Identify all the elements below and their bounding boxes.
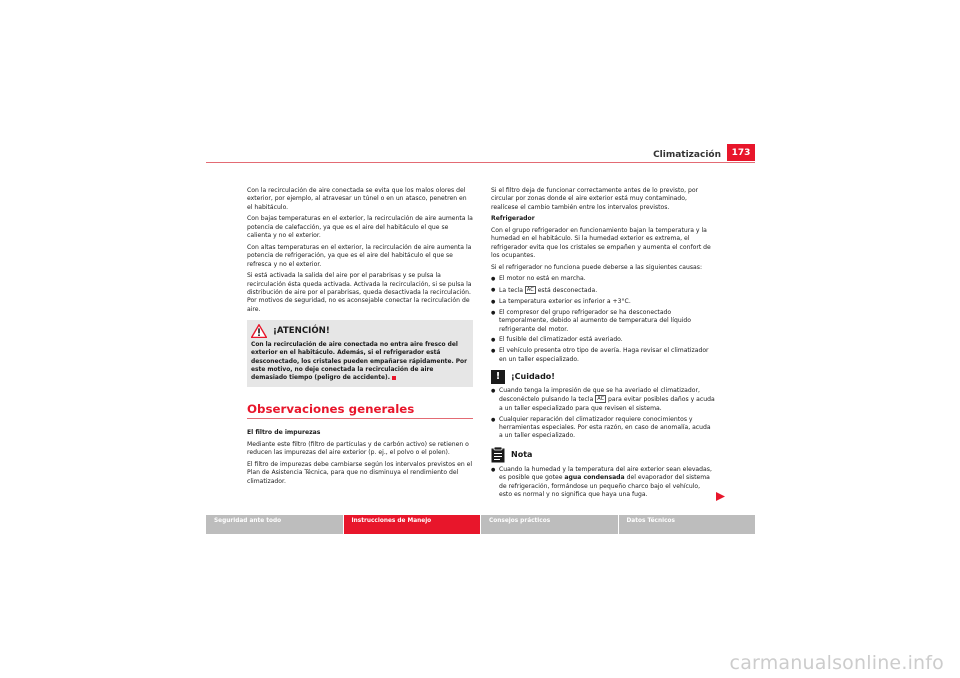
caution-header [491, 370, 715, 384]
list-item [491, 286, 715, 295]
list-item-text: para evitar posibles daños y acuda a un taller especializado para que revisen el sistema. [499, 396, 715, 412]
refrigerator-heading: Refrigerador [491, 215, 535, 223]
next-page-arrow-icon[interactable] [716, 492, 725, 501]
paragraph: Mediante este filtro (filtro de partículas y de carbón activo) se retienen o reducen las impurezas del aire exterior (p. ej., el polvo o el polen). [247, 440, 469, 457]
section-title: Observaciones generales [247, 402, 415, 417]
footer-nav [206, 515, 755, 534]
paragraph: El filtro de impurezas debe cambiarse según los intervalos previstos en el Plan de Asistencia Técnica, para que no disminuya el rendimiento del climatizador. [247, 460, 473, 485]
caution-title: ¡Cuidado! [511, 371, 555, 381]
paragraph: Con altas temperaturas en el exterior, la recirculación de aire aumenta la potencia de refrigeración, ya que es el aire del habitáculo el que se refresca y no el exterior. [247, 243, 472, 268]
ac-key-label: AC [526, 287, 534, 294]
list-item-text: del evaporador del sistema de refrigeración, formándose un pequeño charco bajo el vehículo, esto es normal y no significa que haya una fuga. [499, 474, 710, 499]
left-column [247, 187, 473, 489]
page-header [206, 148, 755, 162]
list-item: ● El fusible del climatizador está averiado. [491, 336, 715, 344]
paragraph: Si el filtro deja de funcionar correctamente antes de lo previsto, por circular por zonas donde el aire exterior está muy contaminado, realícese el cambio también entre los intervalos previstos. [491, 187, 699, 211]
tab-seguridad[interactable]: Seguridad ante todo [206, 515, 343, 534]
page-number: 173 [727, 144, 755, 161]
warning-body-text: Con la recirculación de aire conectada no entra aire fresco del exterior en el habitáculo. Además, si el refrigerador está desconectado, los cristales pueden empañarse rápidamente. Por este motivo, no deje conectada la recirculación de aire demasiado tiempo (peligro de accidente). [251, 342, 468, 382]
paragraph: Si el refrigerador no funciona puede deberse a las siguientes causas: [491, 263, 703, 271]
emphasis-text: agua condensada [564, 474, 625, 482]
list-item: ● El motor no está en marcha. [491, 275, 715, 283]
list-item: ● La temperatura exterior es inferior a +3°C. [491, 298, 715, 306]
note-title: Nota [511, 449, 533, 459]
header-divider [206, 162, 755, 163]
warning-title: ¡ATENCIÓN! [273, 326, 330, 337]
list-item: ● Cualquier reparación del climatizador requiere conocimientos y herramientas especiales. Por esta razón, en caso de anomalía, acuda a un taller especializado. [491, 416, 715, 441]
warning-triangle-icon [251, 324, 267, 338]
end-of-section-icon [392, 376, 396, 380]
chapter-title: Climatización [653, 150, 721, 160]
warning-header [251, 324, 469, 338]
note-header [491, 447, 715, 463]
note-icon [491, 447, 505, 463]
list-item [491, 466, 715, 500]
exclamation-icon: ! [491, 370, 505, 384]
list-item-text: Cuando tenga la impresión de que se ha averiado el climatizador, desconéctelo pulsando la tecla [499, 387, 700, 404]
tab-consejos[interactable]: Consejos prácticos [481, 515, 618, 534]
tab-instrucciones[interactable]: Instrucciones de Manejo [344, 515, 481, 534]
paragraph: Con el grupo refrigerador en funcionamiento bajan la temperatura y la humedad en el habitáculo. Si la humedad exterior es extrema, el refrigerador evita que los cristales se empañen y aumenta el confort de los ocupantes. [491, 227, 711, 260]
list-item-text: está desconectada. [537, 287, 598, 295]
paragraph: Con la recirculación de aire conectada se evita que los malos olores del exterior, por ejemplo, al atravesar un túnel o en un atasco, penetren en el habitáculo. [247, 187, 467, 211]
list-item-text: Cuando la humedad y la temperatura del aire exterior sean elevadas, es posible que gotee [499, 465, 712, 482]
ac-key-label: AC [597, 396, 605, 403]
right-column [491, 187, 715, 502]
list-item: ● El compresor del grupo refrigerador se ha desconectado temporalmente, debido al aumento de temperatura del líquido refrigerante del motor. [491, 309, 715, 334]
filter-heading: El filtro de impurezas [247, 429, 321, 437]
paragraph: Con bajas temperaturas en el exterior, la recirculación de aire aumenta la potencia de calefacción, ya que es el aire del habitáculo el que se calienta y no el exterior. [247, 215, 473, 240]
section-divider [247, 418, 473, 419]
list-item-text: La tecla [499, 287, 523, 295]
watermark: carmanualsonline.info [729, 652, 944, 674]
list-item: ● El vehículo presenta otro tipo de avería. Haga revisar el climatizador en un taller especializado. [491, 347, 715, 364]
warning-text [251, 341, 469, 382]
warning-box [247, 320, 473, 387]
list-item [491, 387, 715, 413]
tab-datos[interactable]: Datos Técnicos [619, 515, 756, 534]
paragraph: Si está activada la salida del aire por el parabrisas y se pulsa la recirculación ésta queda activada. Activada la recirculación, si se pulsa la distribución de aire por el parabrisas, queda desactivada la recirculación. Por motivos de seguridad, no es aconsejable conectar la recirculación de aire. [247, 272, 472, 313]
